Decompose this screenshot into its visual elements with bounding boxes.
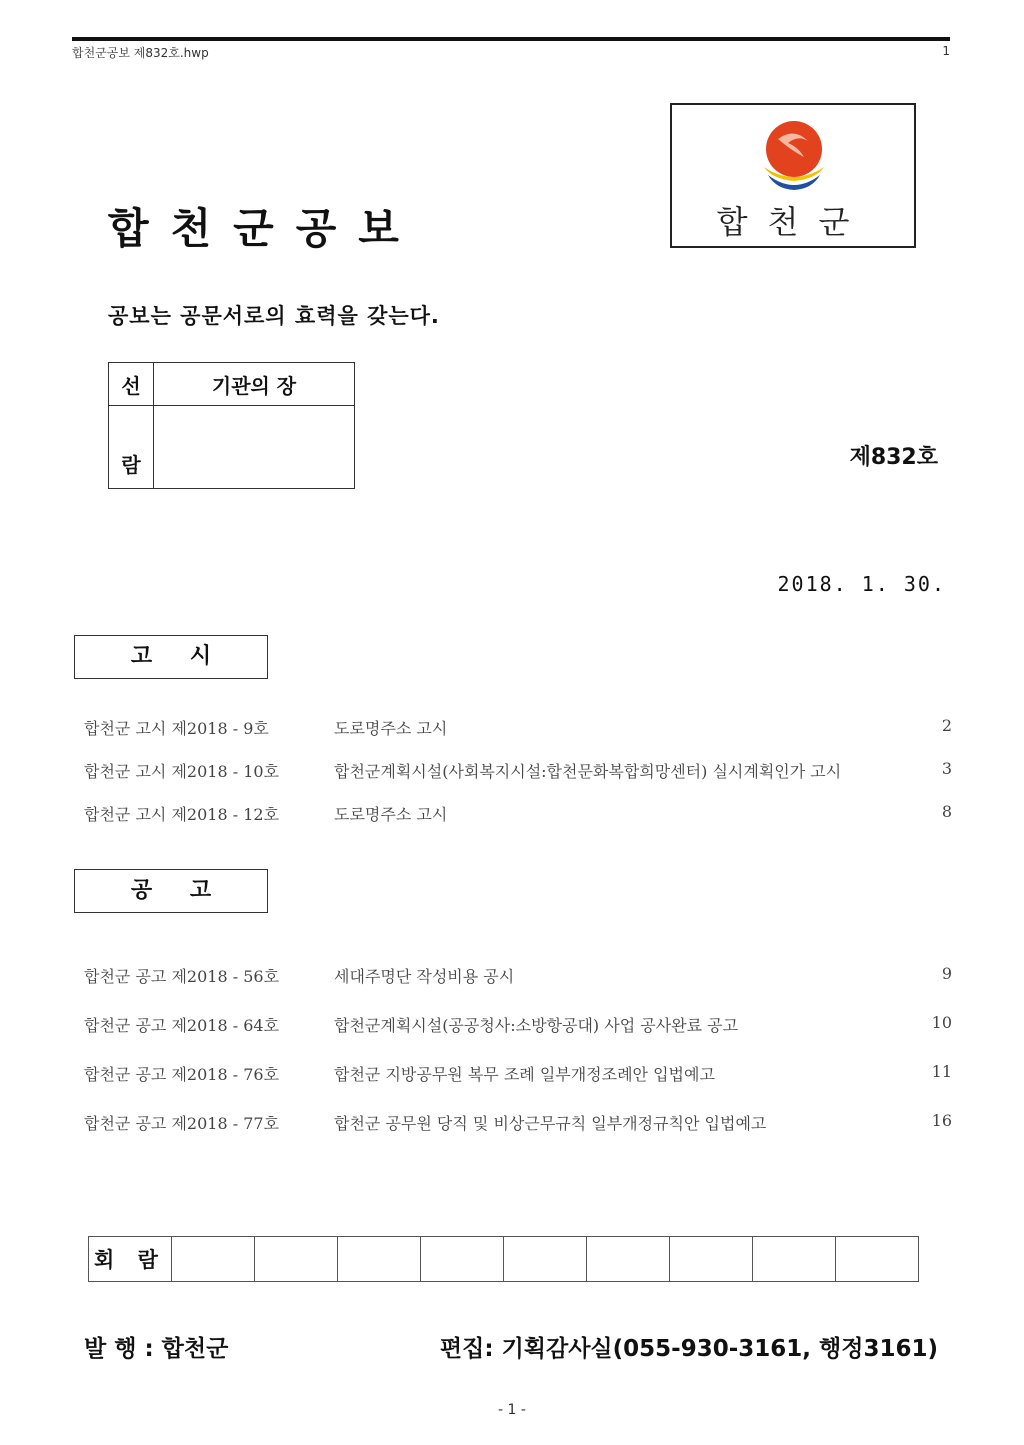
review-table (108, 362, 355, 489)
circulation-cell (338, 1237, 421, 1282)
review-label-top: 선 (109, 363, 154, 406)
item-page: 3 (941, 759, 952, 778)
review-signature-cell (154, 406, 355, 489)
item-number: 합천군 공고 제2018 - 64호 (84, 1016, 280, 1035)
item-title: 합천군 공무원 당직 및 비상근무규칙 일부개정규칙안 입법예고 (334, 1114, 767, 1133)
circulation-label: 회 람 (89, 1237, 172, 1282)
item-title: 합천군계획시설(공공청사:소방항공대) 사업 공사완료 공고 (334, 1016, 739, 1035)
list-item[interactable] (84, 802, 952, 825)
header-rule (72, 37, 950, 41)
item-number: 합천군 공고 제2018 - 56호 (84, 967, 280, 986)
circulation-cell (255, 1237, 338, 1282)
item-title: 합천군 지방공무원 복무 조례 일부개정조례안 입법예고 (334, 1065, 715, 1084)
item-number: 합천군 공고 제2018 - 76호 (84, 1065, 280, 1084)
item-page: 9 (941, 964, 952, 983)
circulation-cell (421, 1237, 504, 1282)
circulation-table (88, 1236, 919, 1282)
review-header: 기관의 장 (154, 363, 355, 406)
item-page: 16 (931, 1111, 952, 1130)
item-number: 합천군 고시 제2018 - 10호 (84, 762, 280, 781)
circulation-cell (504, 1237, 587, 1282)
list-item[interactable] (84, 759, 952, 782)
circulation-cell (670, 1237, 753, 1282)
item-page: 8 (941, 802, 952, 821)
document-filename: 합천군공보 제832호.hwp (72, 46, 209, 60)
circulation-cell (753, 1237, 836, 1282)
item-title: 도로명주소 고시 (334, 719, 448, 738)
item-page: 11 (931, 1062, 952, 1081)
item-title: 세대주명단 작성비용 공시 (334, 967, 515, 986)
subtitle: 공보는 공문서로의 효력을 갖는다. (108, 304, 440, 328)
item-title: 합천군계획시설(사회복지시설:합천문화복합희망센터) 실시계획인가 고시 (334, 762, 842, 781)
review-label-bottom: 람 (109, 406, 154, 489)
circulation-cell (587, 1237, 670, 1282)
issue-number: 제832호 (849, 445, 938, 470)
list-item[interactable] (84, 1111, 952, 1134)
county-logo (670, 103, 916, 248)
list-item[interactable] (84, 964, 952, 987)
item-number: 합천군 공고 제2018 - 77호 (84, 1114, 280, 1133)
list-item[interactable] (84, 1062, 952, 1085)
hapcheon-emblem-icon (758, 117, 830, 197)
section-heading-notice: 고 시 (74, 635, 268, 679)
item-page: 2 (941, 716, 952, 735)
issue-date: 2018. 1. 30. (777, 572, 946, 596)
list-item[interactable] (84, 716, 952, 739)
circulation-cell (836, 1237, 919, 1282)
item-number: 합천군 고시 제2018 - 12호 (84, 805, 280, 824)
logo-text: 합천군 (716, 203, 870, 241)
editor-contact: 편집: 기획감사실(055-930-3161, 행정3161) (439, 1336, 938, 1362)
section-heading-announcement: 공 고 (74, 869, 268, 913)
header-page-number: 1 (942, 44, 950, 58)
list-item[interactable] (84, 1013, 952, 1036)
page-title: 합천군공보 (108, 204, 421, 253)
publisher: 발 행 : 합천군 (84, 1336, 229, 1362)
item-title: 도로명주소 고시 (334, 805, 448, 824)
item-page: 10 (931, 1013, 952, 1032)
circulation-cell (172, 1237, 255, 1282)
page-number: - 1 - (498, 1402, 526, 1418)
item-number: 합천군 고시 제2018 - 9호 (84, 719, 269, 738)
